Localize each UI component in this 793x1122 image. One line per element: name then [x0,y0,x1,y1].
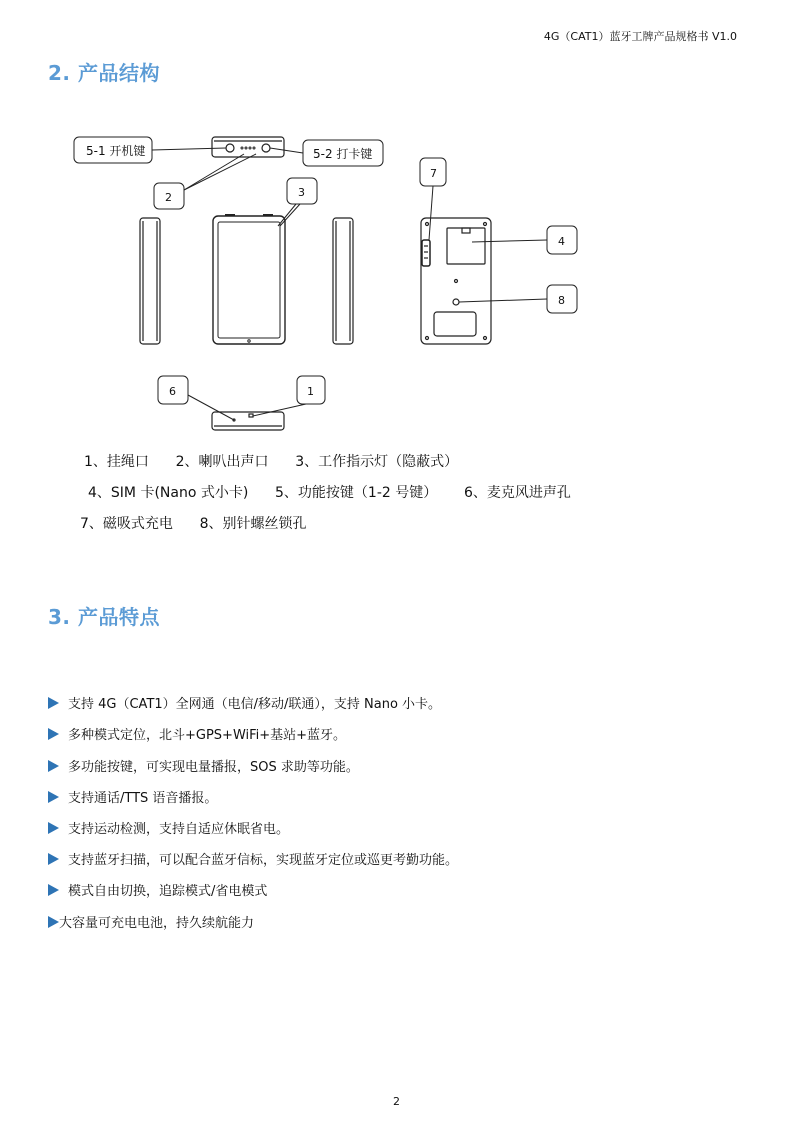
callout-7-label: 7 [430,167,437,180]
callout-2-label: 2 [165,191,172,204]
feature-item [48,849,458,868]
page-header: 4G（CAT1）蓝牙工牌产品规格书 V1.0 [543,30,737,43]
bullet-triangle-icon [48,791,59,803]
bullet-triangle-icon [48,853,59,865]
device-top-view [212,137,284,157]
legend-line-1: 1、挂绳口 2、喇叭出声口 3、工作指示灯（隐蔽式） [84,454,459,470]
device-right-side-view [333,218,353,344]
callout-1 [253,376,325,416]
feature-item [48,724,346,743]
feature-text: 多功能按键，可实现电量播报，SOS 求助等功能。 [68,760,359,775]
section-3-title: 3. 产品特点 [48,605,160,629]
callout-8-label: 8 [558,294,565,307]
device-back-view [421,218,491,344]
callout-1-label: 1 [307,385,314,398]
device-front-view [213,215,285,344]
feature-text: 模式自由切换，追踪模式/省电模式 [68,884,268,899]
feature-item [48,787,217,806]
bullet-triangle-icon [48,884,59,896]
feature-text: 支持 4G（CAT1）全网通（电信/移动/联通），支持 Nano 小卡。 [68,697,442,712]
device-bottom-view [212,412,284,430]
feature-item [48,912,254,931]
bullet-triangle-icon [48,728,59,740]
feature-item [48,756,359,775]
callout-4-label: 4 [558,235,565,248]
bullet-triangle-icon [48,916,59,928]
bullet-triangle-icon [48,697,59,709]
callout-6 [158,376,234,420]
legend-line-2: 4、SIM 卡(Nano 式小卡) 5、功能按键（1-2 号键） 6、麦克风进声孔 [88,485,571,501]
page-number: 2 [393,1095,400,1108]
feature-text: 支持运动检测，支持自适应休眠省电。 [68,822,290,837]
bullet-triangle-icon [48,760,59,772]
feature-text: 支持蓝牙扫描，可以配合蓝牙信标，实现蓝牙定位或巡更考勤功能。 [68,853,459,868]
callout-3-label: 3 [298,186,305,199]
feature-text: 多种模式定位，北斗+GPS+WiFi+基站+蓝牙。 [68,728,347,743]
feature-item [48,693,441,712]
callout-6-label: 6 [169,385,176,398]
device-left-side-view [140,218,160,344]
legend-line-3: 7、磁吸式充电 8、别针螺丝锁孔 [80,516,307,532]
feature-item [48,880,267,899]
product-structure-diagram [0,0,793,440]
feature-text: 支持通话/TTS 语音播报。 [68,791,218,806]
callout-5-1-label: 5-1 开机键 [86,144,146,158]
feature-item [48,818,289,837]
feature-text: 大容量可充电电池，持久续航能力 [59,916,255,931]
bullet-triangle-icon [48,822,59,834]
callout-5-2-label: 5-2 打卡键 [313,147,373,161]
section-2-title: 2. 产品结构 [48,61,160,85]
